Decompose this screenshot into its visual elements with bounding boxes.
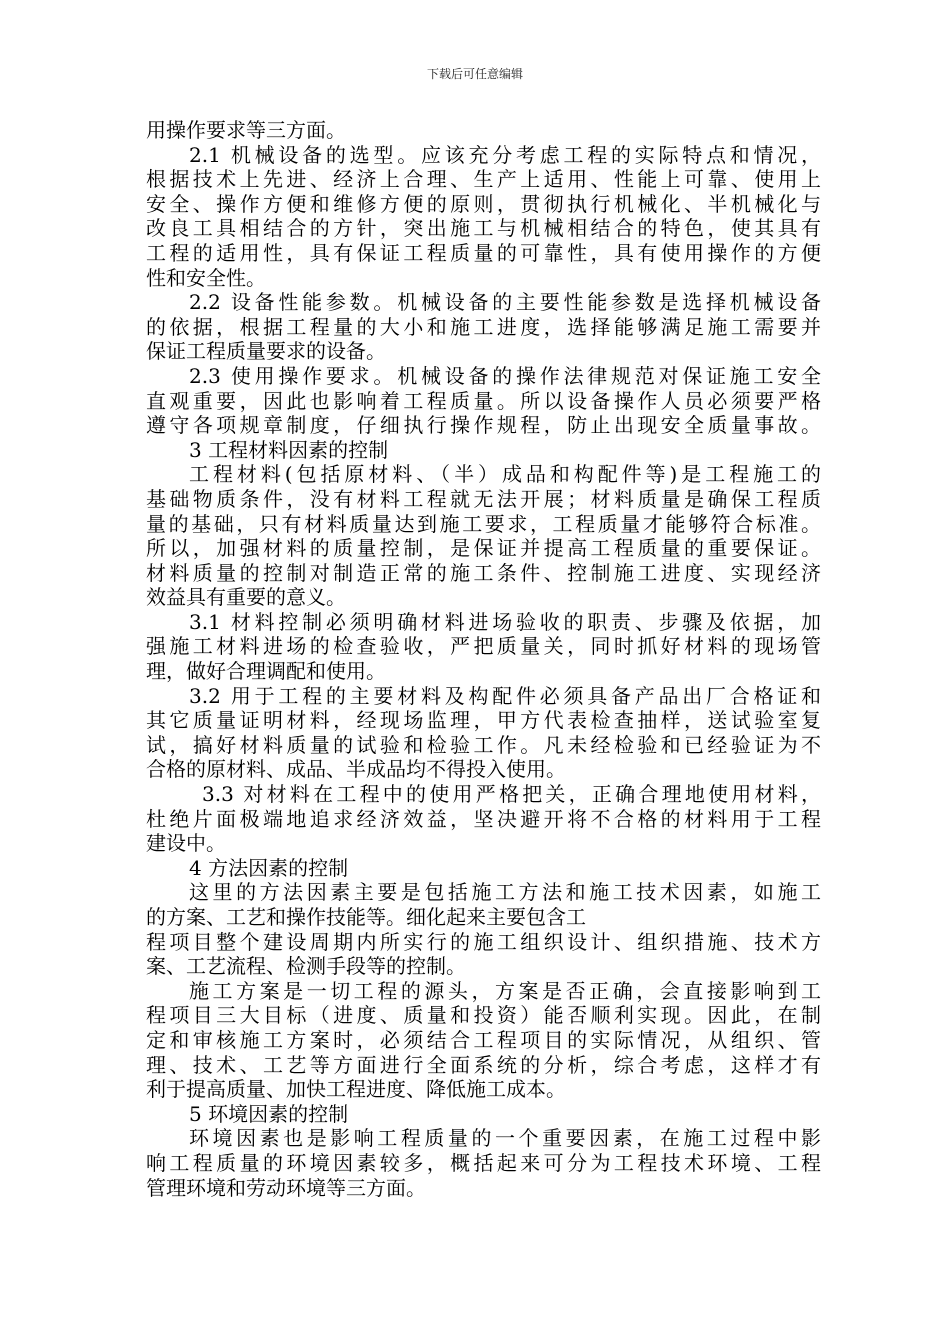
text-line: 4 方法因素的控制 — [189, 855, 349, 880]
text-line: 合格的原材料、成品、半成品均不得投入使用。 — [146, 757, 566, 782]
text-line: 环境因素也是影响工程质量的一个重要因素，在施工过程中影 — [189, 1126, 821, 1151]
text-line: 的方案、工艺和操作技能等。细化起来主要包含工 — [146, 905, 586, 929]
text-line: 利于提高质量、加快工程进度、降低施工成本。 — [146, 1077, 566, 1102]
text-line: 3.3 对材料在工程中的使用严格把关，正确合理地使用材料， — [202, 782, 821, 807]
text-line: 的依据，根据工程量的大小和施工进度，选择能够满足施工需要并 — [146, 314, 821, 339]
text-line: 2.2 设备性能参数。机械设备的主要性能参数是选择机械设备 — [189, 290, 821, 315]
page-header: 下载后可任意编辑 — [426, 67, 523, 81]
text-line: 程项目整个建设周期内所实行的施工组织设计、组织措施、技术方 — [146, 929, 821, 954]
text-line: 根据技术上先进、经济上合理、生产上适用、性能上可靠、使用上 — [146, 167, 821, 192]
text-line: 3 工程材料因素的控制 — [189, 437, 389, 462]
text-line: 理，做好合理调配和使用。 — [146, 659, 386, 684]
text-line: 所以，加强材料的质量控制，是保证并提高工程质量的重要保证。 — [146, 536, 821, 561]
text-line: 性和安全性。 — [146, 265, 266, 290]
text-line: 建设中。 — [146, 831, 226, 856]
text-line: 量的基础，只有材料质量达到施工要求，工程质量才能够符合标准。 — [146, 511, 821, 536]
text-line: 施工方案是一切工程的源头，方案是否正确，会直接影响到工 — [189, 978, 821, 1003]
text-line: 工程的适用性，具有保证工程质量的可靠性，具有使用操作的方便 — [146, 240, 821, 265]
text-line: 效益具有重要的意义。 — [146, 585, 346, 610]
document-body — [146, 118, 821, 1200]
text-line: 安全、操作方便和维修方便的原则，贯彻执行机械化、半机械化与 — [146, 191, 821, 216]
text-line: 杜绝片面极端地追求经济效益，坚决避开将不合格的材料用于工程 — [146, 806, 821, 831]
text-line: 响工程质量的环境因素较多，概括起来可分为工程技术环境、工程 — [146, 1150, 821, 1175]
text-line: 2.3 使用操作要求。机械设备的操作法律规范对保证施工安全 — [189, 363, 821, 388]
text-line: 3.2 用于工程的主要材料及构配件必须具备产品出厂合格证和 — [189, 683, 821, 708]
text-line: 理、技术、工艺等方面进行全面系统的分析，综合考虑，这样才有 — [146, 1052, 821, 1077]
text-line: 5 环境因素的控制 — [189, 1101, 349, 1126]
text-line: 强施工材料进场的检查验收，严把质量关，同时抓好材料的现场管 — [146, 634, 821, 659]
text-line: 材料质量的控制对制造正常的施工条件、控制施工进度、实现经济 — [146, 560, 821, 585]
text-line: 案、工艺流程、检测手段等的控制。 — [146, 954, 466, 979]
text-line: 基础物质条件，没有材料工程就无法开展；材料质量是确保工程质 — [146, 486, 821, 511]
text-line: 程项目三大目标（进度、质量和投资）能否顺利实现。因此，在制 — [146, 1003, 821, 1028]
text-line: 这里的方法因素主要是包括施工方法和施工技术因素，如施工 — [189, 880, 821, 905]
text-line: 3.1 材料控制必须明确材料进场验收的职责、步骤及依据，加 — [189, 609, 821, 634]
text-line: 工程材料(包括原材料、（半）成品和构配件等)是工程施工的 — [189, 462, 821, 487]
text-line: 定和审核施工方案时，必须结合工程项目的实际情况，从组织、管 — [146, 1027, 821, 1052]
text-line: 管理环境和劳动环境等三方面。 — [146, 1175, 426, 1200]
text-line: 试，搞好材料质量的试验和检验工作。凡未经检验和已经验证为不 — [146, 732, 821, 757]
text-line: 直观重要，因此也影响着工程质量。所以设备操作人员必须要严格 — [146, 388, 821, 413]
text-line: 遵守各项规章制度，仔细执行操作规程，防止出现安全质量事故。 — [146, 413, 821, 438]
text-line: 其它质量证明材料，经现场监理，甲方代表检查抽样，送试验室复 — [146, 708, 821, 733]
text-line: 改良工具相结合的方针，突出施工与机械相结合的特色，使其具有 — [146, 216, 821, 241]
text-line: 2.1 机械设备的选型。应该充分考虑工程的实际特点和情况， — [189, 142, 821, 167]
text-line: 用操作要求等三方面。 — [146, 118, 346, 142]
text-line: 保证工程质量要求的设备。 — [146, 339, 386, 364]
